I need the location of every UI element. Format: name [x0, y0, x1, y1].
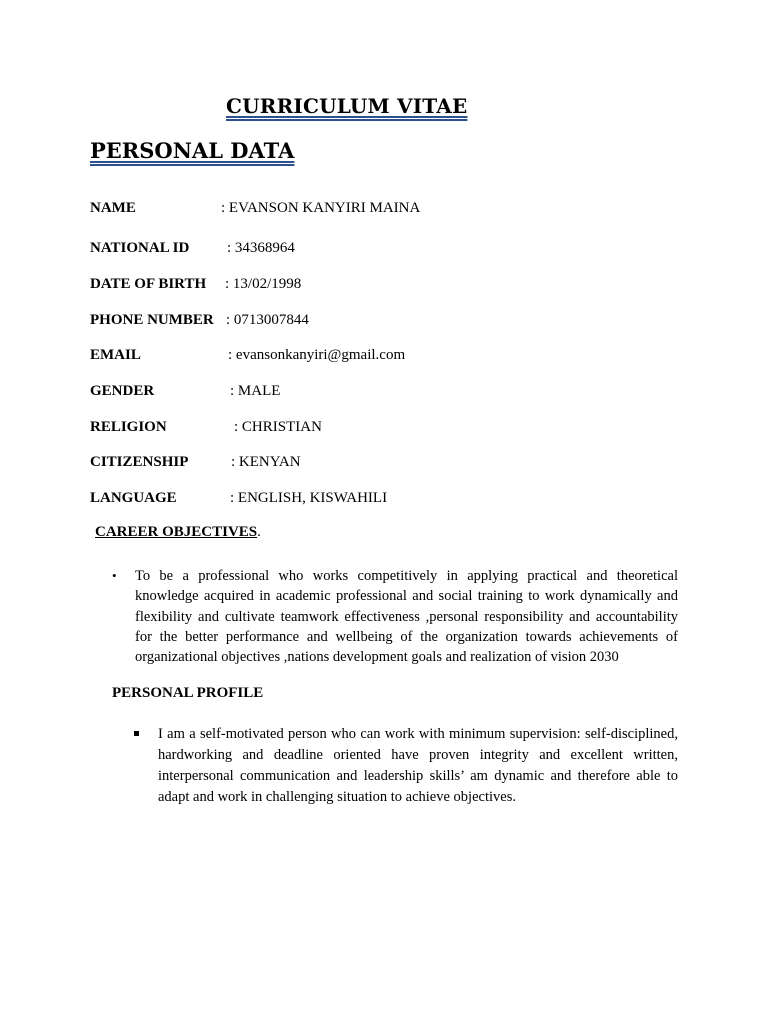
document-title: CURRICULUM VITAE — [226, 94, 468, 118]
field-label: EMAIL — [90, 347, 141, 363]
square-bullet-icon — [134, 731, 139, 736]
field-label: GENDER — [90, 383, 155, 399]
field-value: : evansonkanyiri@gmail.com — [228, 347, 406, 363]
field-label: CITIZENSHIP — [90, 454, 189, 470]
field-value: : 0713007844 — [226, 312, 309, 328]
career-objective-item: To be a professional who works competitively in applying practical and theoretical knowledge acquired in academic professional and social training to work dynamically and flexibility and cultivate teamwork effectiveness ,personal responsibility and accountability for the better performance and wellbeing of the organization towards achievements of organizational objectives ,nations development goals and realization of vision 2030 — [135, 568, 678, 666]
field-label: DATE OF BIRTH — [90, 276, 207, 292]
field-label: NATIONAL ID — [90, 240, 190, 256]
field-label: NAME — [90, 200, 136, 216]
career-objectives-list — [112, 566, 678, 667]
field-label: PHONE NUMBER — [90, 312, 214, 328]
field-value: : KENYAN — [231, 454, 301, 470]
field-label: LANGUAGE — [90, 490, 177, 506]
career-objectives-heading-text: CAREER OBJECTIVES — [95, 524, 258, 540]
field-value: : 34368964 — [227, 240, 295, 256]
personal-profile-heading: PERSONAL PROFILE — [112, 685, 264, 701]
field-value: : CHRISTIAN — [234, 419, 322, 435]
field-value: : 13/02/1998 — [225, 276, 302, 292]
bullet-icon: • — [112, 568, 117, 583]
field-value: : ENGLISH, KISWAHILI — [230, 490, 388, 506]
career-objectives-heading — [95, 524, 261, 541]
field-value: : EVANSON KANYIRI MAINA — [221, 200, 421, 216]
personal-profile-list — [134, 724, 678, 808]
personal-data-heading: PERSONAL DATA — [90, 138, 295, 163]
field-value: : MALE — [230, 383, 281, 399]
field-label: RELIGION — [90, 419, 167, 435]
personal-profile-item: I am a self-motivated person who can work with minimum supervision: self-disciplined, hardworking and deadline oriented have proven integrity and excellent written, interpersonal communication and leadership skills’ am dynamic and therefore able to adapt and work in challenging situation to achieve objectives. — [158, 726, 678, 805]
heading-period: . — [257, 524, 261, 540]
